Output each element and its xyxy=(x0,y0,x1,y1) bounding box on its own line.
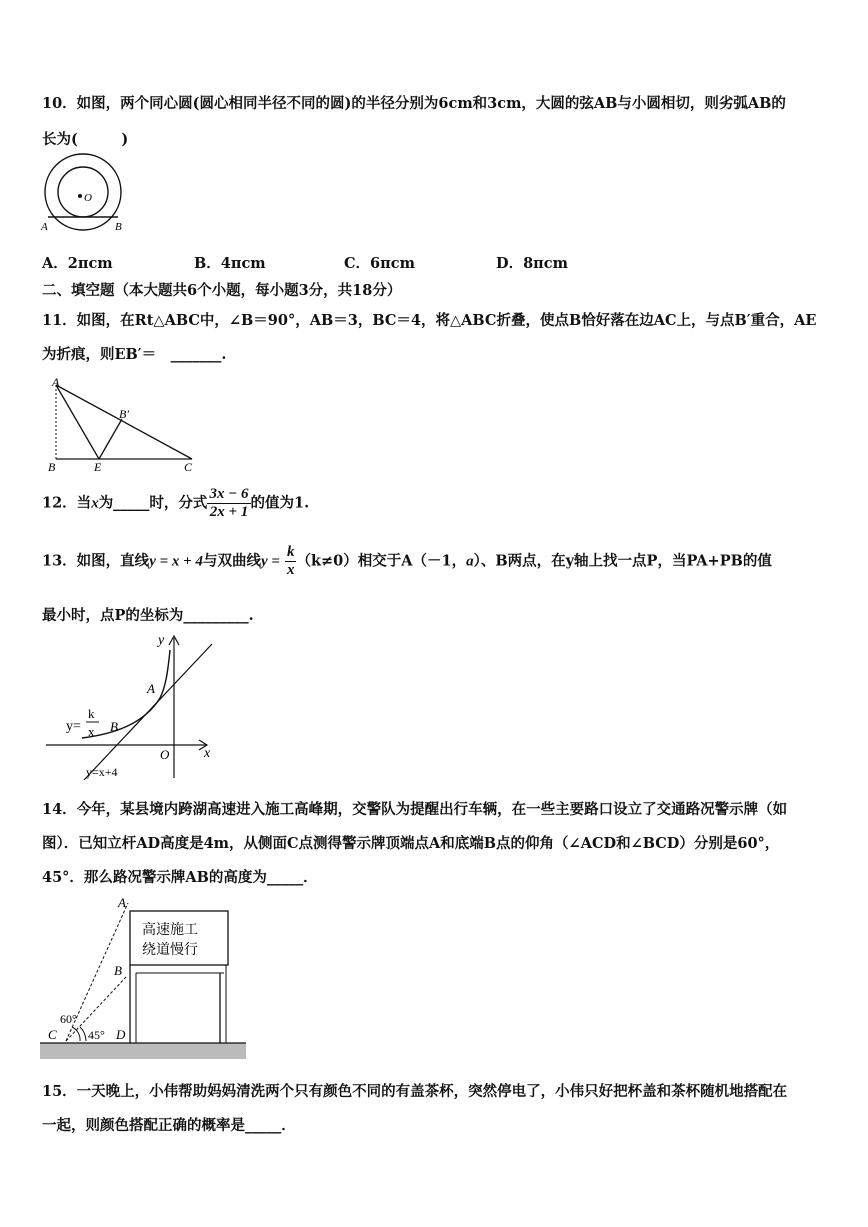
q12-mid: 为_____时，分式 xyxy=(98,494,208,512)
section2-heading: 二、填空题（本大题共6个小题，每小题3分，共18分） xyxy=(42,282,402,299)
q13-line-label: y=x+4 xyxy=(86,765,118,779)
q13-pre: 13．如图，直线 xyxy=(42,552,150,570)
q13-fraction xyxy=(285,544,297,579)
q11-label-C: C xyxy=(184,460,193,474)
q13-label-y-axis: y xyxy=(158,633,165,648)
q10-option-d: D．8πcm xyxy=(496,255,568,272)
q13-graph-figure xyxy=(44,630,224,780)
q12-var: x xyxy=(91,495,99,512)
q10-text-line2: 长为( ) xyxy=(42,131,129,148)
q11-text-line1: 11．如图，在Rt△ABC中，∠B＝90°，AB＝3，BC＝4，将△ABC折叠，使点B恰好落在边AC上，与点B′重合，AE xyxy=(42,312,817,329)
q13-curve-label-y: y= xyxy=(66,719,81,734)
q11-triangle-figure xyxy=(44,375,214,475)
q12-post: 的值为1. xyxy=(250,494,310,512)
q13-hyperbola-eq: y = xyxy=(260,553,280,570)
q14-warning-sign-figure xyxy=(38,893,248,1063)
q14-angle-45: 45° xyxy=(88,1028,105,1042)
q11-label-Bp: B′ xyxy=(119,407,129,421)
q13-label-B: B xyxy=(110,719,118,734)
q11-label-A: A xyxy=(52,375,60,389)
q13-text-line2: 最小时，点P的坐标为_________. xyxy=(42,607,254,624)
q11-label-B: B xyxy=(48,460,56,474)
q13-numerator: k xyxy=(286,544,295,560)
q12-pre: 12．当 xyxy=(42,494,92,512)
q14-label-A: A xyxy=(118,895,126,910)
q15-text-line2: 一起，则颜色搭配正确的概率是_____． xyxy=(42,1117,296,1134)
q10-concentric-circles-figure xyxy=(36,152,136,232)
q12-text xyxy=(42,486,309,521)
q13-label-A: A xyxy=(147,681,155,696)
q10-option-c: C．6πcm xyxy=(344,255,415,272)
q13-mid1: 与双曲线 xyxy=(202,552,261,570)
q12-denominator: 2x + 1 xyxy=(209,504,249,520)
q10-label-A: A xyxy=(41,221,48,232)
q10-label-B: B xyxy=(115,221,122,232)
q10-text-line1: 10．如图，两个同心圆(圆心相同半径不同的圆)的半径分别为6cm和3cm，大圆的弦AB与小圆相切，则劣弧AB的 xyxy=(42,95,786,112)
q12-numerator: 3x − 6 xyxy=(209,486,249,502)
q10-option-a: A．2πcm xyxy=(42,255,113,272)
q10-label-O: O xyxy=(84,192,92,204)
q13-a: a xyxy=(466,553,474,570)
q12-fraction xyxy=(207,486,250,521)
q13-line-eq: y = x + 4 xyxy=(149,553,203,570)
q13-post: ）、B两点，在y轴上找一点P，当PA+PB的值 xyxy=(473,552,772,570)
q13-curve-label-k: k xyxy=(88,706,95,721)
q14-sign-line2: 绕道慢行 xyxy=(142,943,198,958)
q14-text-line2: 图）．已知立杆AD高度是4m，从侧面C点测得警示牌顶端点A和底端B点的仰角（∠ACD和∠BCD）分别是60°， xyxy=(42,835,780,852)
q14-text-line3: 45°．那么路况警示牌AB的高度为_____． xyxy=(42,869,318,886)
q10-option-b: B．4πcm xyxy=(194,255,266,272)
q13-text-line1 xyxy=(42,544,772,579)
q14-angle-60: 60° xyxy=(60,1012,77,1026)
q14-label-C: C xyxy=(48,1027,57,1042)
q13-mid2: （k≠0）相交于A（－1， xyxy=(296,552,467,570)
q11-text-line2: 为折痕，则EB′＝ _______. xyxy=(42,346,227,363)
q14-label-D: D xyxy=(116,1027,126,1042)
q14-sign-line1: 高速施工 xyxy=(142,923,198,938)
q14-text-line1: 14．今年，某县境内跨湖高速进入施工高峰期，交警队为提醒出行车辆，在一些主要路口设立了交通路况警示牌（如 xyxy=(42,801,788,818)
q14-label-B: B xyxy=(114,963,122,978)
q13-denominator: x xyxy=(286,562,295,578)
q13-label-x-axis: x xyxy=(204,746,211,761)
q13-label-O: O xyxy=(160,747,170,762)
q13-curve-label-x: x xyxy=(88,724,95,739)
q11-label-E: E xyxy=(94,460,102,474)
q15-text-line1: 15．一天晚上，小伟帮助妈妈清洗两个只有颜色不同的有盖茶杯，突然停电了，小伟只好把杯盖和茶杯随机地搭配在 xyxy=(42,1083,788,1100)
